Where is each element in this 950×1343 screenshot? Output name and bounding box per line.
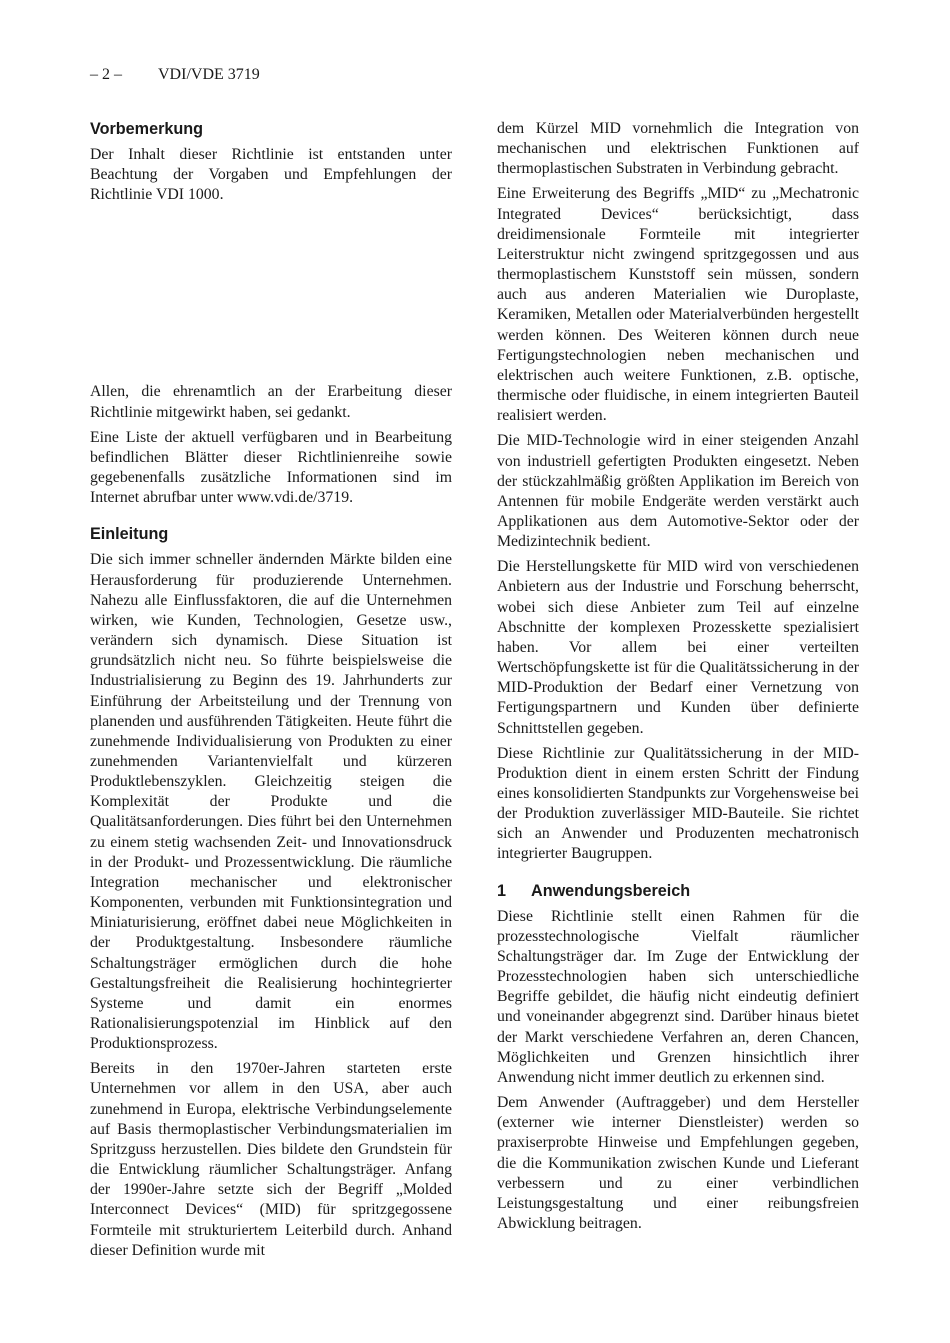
paragraph: Allen, die ehrenamtlich an der Erarbeitung dieser Richtlinie mitgewirkt haben, sei gedankt.: [90, 383, 452, 421]
paragraph: Eine Erweiterung des Begriffs „MID“ zu „Mechatronic Integrated Devices“ berücksichtigt, dass dreidimensionale Formteile mit integrierter Leiterstruktur nicht zwingend spritzgegossen und aus thermoplastischem Kunststoff sein müssen, sondern auch aus anderen Materialien wie Duroplaste, Keramiken, Metallen oder Materialverbünden hergestellt werden können. Des Weiteren können durch neue Fertigungstechnologien neben mechanischen und elektrischen auch weitere Funktionen, z.B. optische, thermische oder fluidische, in einem integrierten Bauteil realisiert werden.: [497, 185, 859, 425]
paragraph: Die MID-Technologie wird in einer steigenden Anzahl von industriell gefertigten Produkten eingesetzt. Neben der stückzahlmäßig größten Applikation im Bereich von Antennen für mobile Endgeräte werden verstärkt auch Applikationen aus dem Automotive-Sektor oder der Medizintechnik bedient.: [497, 432, 859, 551]
right-column: [497, 119, 859, 1239]
blank-space: [90, 210, 452, 382]
paragraph: Bereits in den 1970er-Jahren starteten erste Unternehmen vor allem in den USA, aber auch zunehmend in Europa, elektrische Verbindungselemente auf Basis thermoplastischer Verbindungsmaterialien im Spritzguss herzustellen. Dies bildete den Grundstein für die Entwicklung räumlicher Schaltungsträger. Anfang der 1990er-Jahre setzte sich der Begriff „Molded Interconnect Devices“ (MID) für spritzgegossene Formteile mit strukturiertem Leiterbild durch. Anhand dieser Definition wurde mit: [90, 1060, 452, 1259]
page-header: [90, 66, 260, 84]
paragraph: Der Inhalt dieser Richtlinie ist entstanden unter Beachtung der Vorgaben und Empfehlungen der Richtlinie VDI 1000.: [90, 146, 452, 204]
heading-anwendungsbereich: [497, 881, 859, 901]
paragraph: Eine Liste der aktuell verfügbaren und in Bearbeitung befindlichen Blätter dieser Richtlinienreihe sowie gegebenenfalls zusätzliche Informationen sind im Internet abrufbar unter www.vdi.de/3719.: [90, 428, 452, 507]
paragraph: Die Herstellungskette für MID wird von verschiedenen Anbietern aus der Industrie und Forschung beherrscht, wobei sich diese Anbieter zum Teil auf einzelne Abschnitte der komplexen Prozesskette spezialisiert haben. Vor allem bei einer verteilten Wertschöpfungskette ist für die Qualitätssicherung in der MID-Produktion der Bedarf einer Vernetzung von Fertigungspartnern und Kunden über definierte Schnittstellen gegeben.: [497, 558, 859, 737]
section-title: Anwendungsbereich: [531, 881, 691, 900]
section-number: 1: [497, 881, 507, 900]
paragraph: Die sich immer schneller ändernden Märkte bilden eine Herausforderung für produzierende Unternehmen. Nahezu alle Einflussfaktoren, die auf die Unternehmen wirken, wie Kunden, Technologien, Gesetze usw., verändern sich dynamisch. Diese Situation ist grundsätzlich nicht neu. So führte beispielsweise die Industrialisierung zu Beginn des 19. Jahrhunderts zur Einführung der Arbeitsteilung und der Trennung von planenden und ausführenden Tätigkeiten. Heute führt die zunehmende Individualisierung von Produkten zu einer zunehmenden Variantenvielfalt und kürzeren Produktlebenszyklen. Gleichzeitig steigen die Komplexität der Produkte und die Qualitätsanforderungen. Dies führt bei den Unternehmen zu einem stetig wachsenden Zeit- und Innovationsdruck in der Produkt- und Prozessentwicklung. Die räumliche Integration mechanischer und elektronischer Komponenten, verbunden mit Funktionsintegration und Miniaturisierung, eröffnet dabei neue Möglichkeiten in der Produktgestaltung. Insbesondere räumliche Schaltungsträger ermöglichen durch die hohe Gestaltungsfreiheit die Realisierung hochintegrierter Systeme und damit ein enormes Rationalisierungspotenzial im Hinblick auf den Produktionsprozess.: [90, 551, 452, 1053]
paragraph: Diese Richtlinie stellt einen Rahmen für die prozesstechnologische Vielfalt räumlicher Schaltungsträger dar. Im Zuge der Entwicklung der Prozesstechnologien haben sich unterschiedliche Begriffe gebildet, die häufig nicht eindeutig definiert und voneinander abgegrenzt sind. Darüber hinaus bietet der Markt verschiedene Verfahren an, deren Chancen, Möglichkeiten und Grenzen hinsichtlich ihrer Anwendung nicht immer deutlich zu erkennen sind.: [497, 907, 859, 1086]
page-number: – 2 –: [90, 66, 122, 83]
paragraph: Dem Anwender (Auftraggeber) und dem Hersteller (externer wie interner Dienstleister) werden so praxiserprobte Hinweise und Empfehlungen gegeben, die die Kommunikation zwischen Kunde und Lieferant verbessern und zu einer verbindlichen Leistungsgestaltung und einer reibungsfreien Abwicklung beitragen.: [497, 1094, 859, 1232]
document-id: VDI/VDE 3719: [158, 66, 260, 83]
heading-vorbemerkung: Vorbemerkung: [90, 120, 204, 138]
heading-einleitung: Einleitung: [90, 525, 169, 544]
paragraph: Diese Richtlinie zur Qualitätssicherung in der MID-Produktion dient in einem ersten Schritt der Findung eines konsolidierten Standpunkts zur Vorgehensweise bei der Produktion zuverlässiger MID-Bauteile. Sie richtet sich an Anwender und Produzenten mechatronisch integrierter Baugruppen.: [497, 744, 859, 863]
paragraph: dem Kürzel MID vornehmlich die Integration von mechanischen und elektrischen Funktionen auf thermoplastischen Substraten in Verbindung gebracht.: [497, 120, 859, 178]
left-column: [90, 119, 452, 1266]
